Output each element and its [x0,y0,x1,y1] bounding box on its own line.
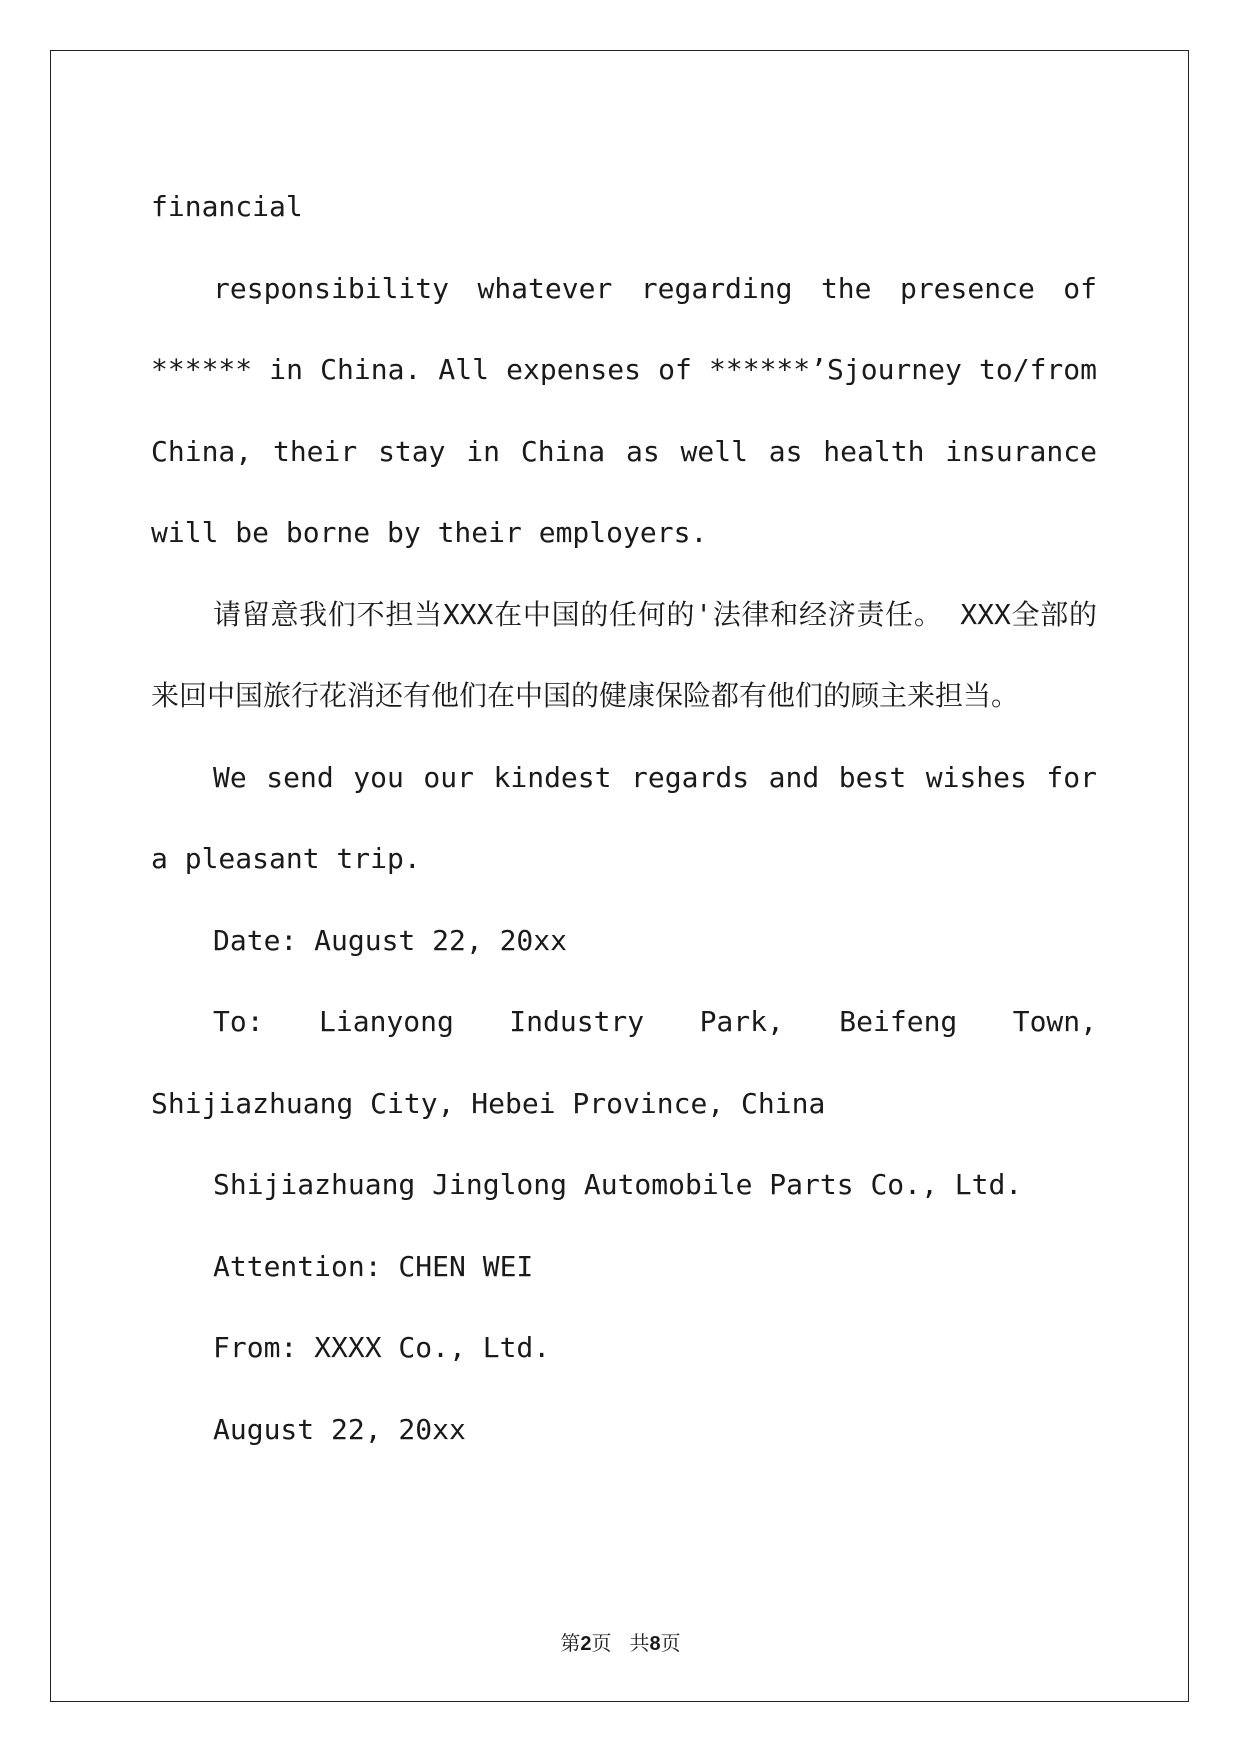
page-number: 2 [580,1633,592,1655]
date-line: Date: August 22, 20xx [213,923,568,957]
paragraph-responsibility: responsibility whatever regarding the presence of ****** in China. All expenses of ******’Sjourney to/from China, their stay in China as well as health insurance will be borne by their employers. [151,271,1097,549]
paragraph-financial: financial [151,190,303,223]
total-prefix: 共 [629,1631,650,1655]
paragraph-regards: We send you our kindest regards and best wishes for a pleasant trip. [151,760,1097,875]
to-address-line: To: Lianyong Industry Park, Beifeng Town, Shijiazhuang City, Hebei Province, China [151,1005,1097,1120]
document-body [151,166,1097,1470]
closing-date-line: August 22, 20xx [213,1412,466,1446]
from-line: From: XXXX Co., Ltd. [213,1331,551,1364]
total-pages: 8 [649,1633,661,1655]
attention-line: Attention: CHEN WEI [213,1249,534,1283]
page-prefix: 第 [560,1631,581,1655]
paragraph-chinese-notice: 请留意我们不担当XXX在中国的任何的'法律和经济责任。 XXX全部的来回中国旅行花消还有他们在中国的健康保险都有他们的顾主来担当。 [151,597,1097,712]
page-suffix: 页 [591,1631,612,1655]
total-suffix: 页 [660,1631,681,1655]
page-footer [0,1627,1241,1656]
company-line: Shijiazhuang Jinglong Automobile Parts Co., Ltd. [213,1168,1023,1201]
